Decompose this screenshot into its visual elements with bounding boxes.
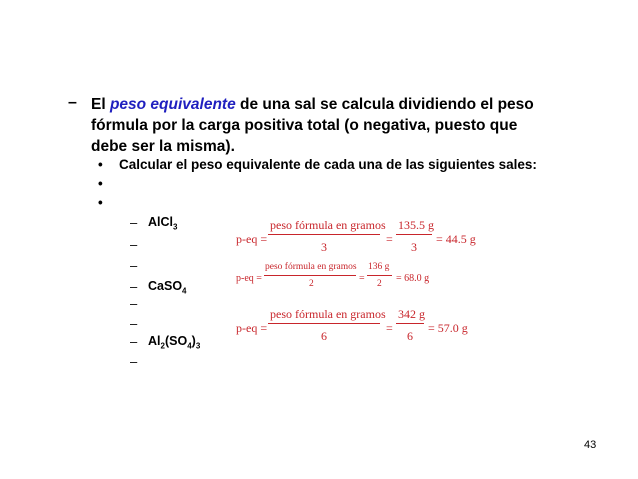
- formula-1-numerator: peso fórmula en gramos: [270, 218, 386, 232]
- bullet-1-symbol: •: [98, 157, 103, 172]
- formula-2-lhs: p-eq =: [236, 273, 262, 284]
- formula-1-result: = 44.5 g: [436, 232, 476, 246]
- formula-2-denominator-2: 2: [377, 279, 382, 289]
- salt-al2so43-sub2: 4: [187, 341, 192, 351]
- formula-3-denominator: 6: [321, 329, 327, 343]
- highlight-term: peso equivalente: [109, 96, 236, 113]
- sub-dash-6: –: [130, 316, 138, 331]
- salt-alcl3-main: AlCl: [148, 215, 173, 229]
- salt-caso4-main: CaSO: [148, 279, 183, 293]
- formula-3-lhs: p-eq =: [236, 321, 268, 335]
- salt-al2so43-c: ): [191, 334, 196, 348]
- formula-3-result: = 57.0 g: [428, 321, 468, 335]
- sub-dash-4: –: [130, 279, 138, 294]
- salt-al2so43-sub3: 3: [195, 341, 201, 351]
- bullet-3-symbol: •: [98, 195, 103, 210]
- main-line-3: debe ser la misma).: [91, 138, 235, 155]
- sub-dash-7: –: [130, 334, 138, 349]
- sub-dash-5: –: [130, 296, 138, 311]
- formula-1-fraction-bar: [268, 234, 380, 235]
- formula-3-fraction-bar: [268, 323, 380, 324]
- salt-al2so43-sub1: 2: [160, 341, 165, 351]
- main-line-2: fórmula por la carga positiva total (o negativa, puesto que: [91, 117, 518, 134]
- main-line-1-pre: El: [91, 96, 110, 113]
- formula-2-result: = 68.0 g: [396, 273, 430, 284]
- formula-1-equals: =: [386, 232, 393, 246]
- formula-3-numerator-2: 342 g: [398, 307, 425, 321]
- salt-alcl3-sub: 3: [173, 222, 178, 232]
- sub-dash-3: –: [130, 258, 138, 273]
- salt-caso4-sub: 4: [182, 286, 187, 296]
- salt-al2so43-b: (SO: [164, 334, 188, 348]
- formula-2-fraction-bar-2: [367, 275, 392, 276]
- main-line-1: [91, 94, 534, 115]
- salt-al2so43-a: Al: [148, 334, 161, 348]
- formula-3-equals: =: [386, 321, 393, 335]
- formula-2-denominator: 2: [309, 279, 314, 289]
- formula-2-equals: =: [359, 273, 365, 284]
- formula-1-denominator-2: 3: [411, 240, 417, 254]
- formula-3-denominator-2: 6: [407, 329, 413, 343]
- formula-1-denominator: 3: [321, 240, 327, 254]
- formula-3-numerator: peso fórmula en gramos: [270, 307, 386, 321]
- formula-1-numerator-2: 135.5 g: [398, 218, 434, 232]
- formula-1-lhs: p-eq =: [236, 232, 268, 246]
- salt-al2so43: [148, 334, 200, 351]
- sub-dash-2: –: [130, 237, 138, 252]
- main-dash: –: [68, 94, 77, 111]
- formula-3-fraction-bar-2: [396, 323, 424, 324]
- formula-2-fraction-bar: [264, 275, 356, 276]
- salt-alcl3: [148, 215, 177, 232]
- formula-2-numerator: peso fórmula en gramos: [265, 262, 357, 272]
- page-number: 43: [584, 439, 597, 451]
- sub-dash-8: –: [130, 354, 138, 369]
- formula-1-fraction-bar-2: [396, 234, 432, 235]
- sub-dash-1: –: [130, 215, 138, 230]
- salt-caso4: [148, 279, 187, 296]
- bullet-2-symbol: •: [98, 176, 103, 191]
- main-line-1-post: de una sal se calcula dividiendo el peso: [235, 96, 534, 113]
- formula-2-numerator-2: 136 g: [368, 262, 390, 272]
- bullet-1-text: Calcular el peso equivalente de cada una de las siguientes sales:: [119, 157, 537, 172]
